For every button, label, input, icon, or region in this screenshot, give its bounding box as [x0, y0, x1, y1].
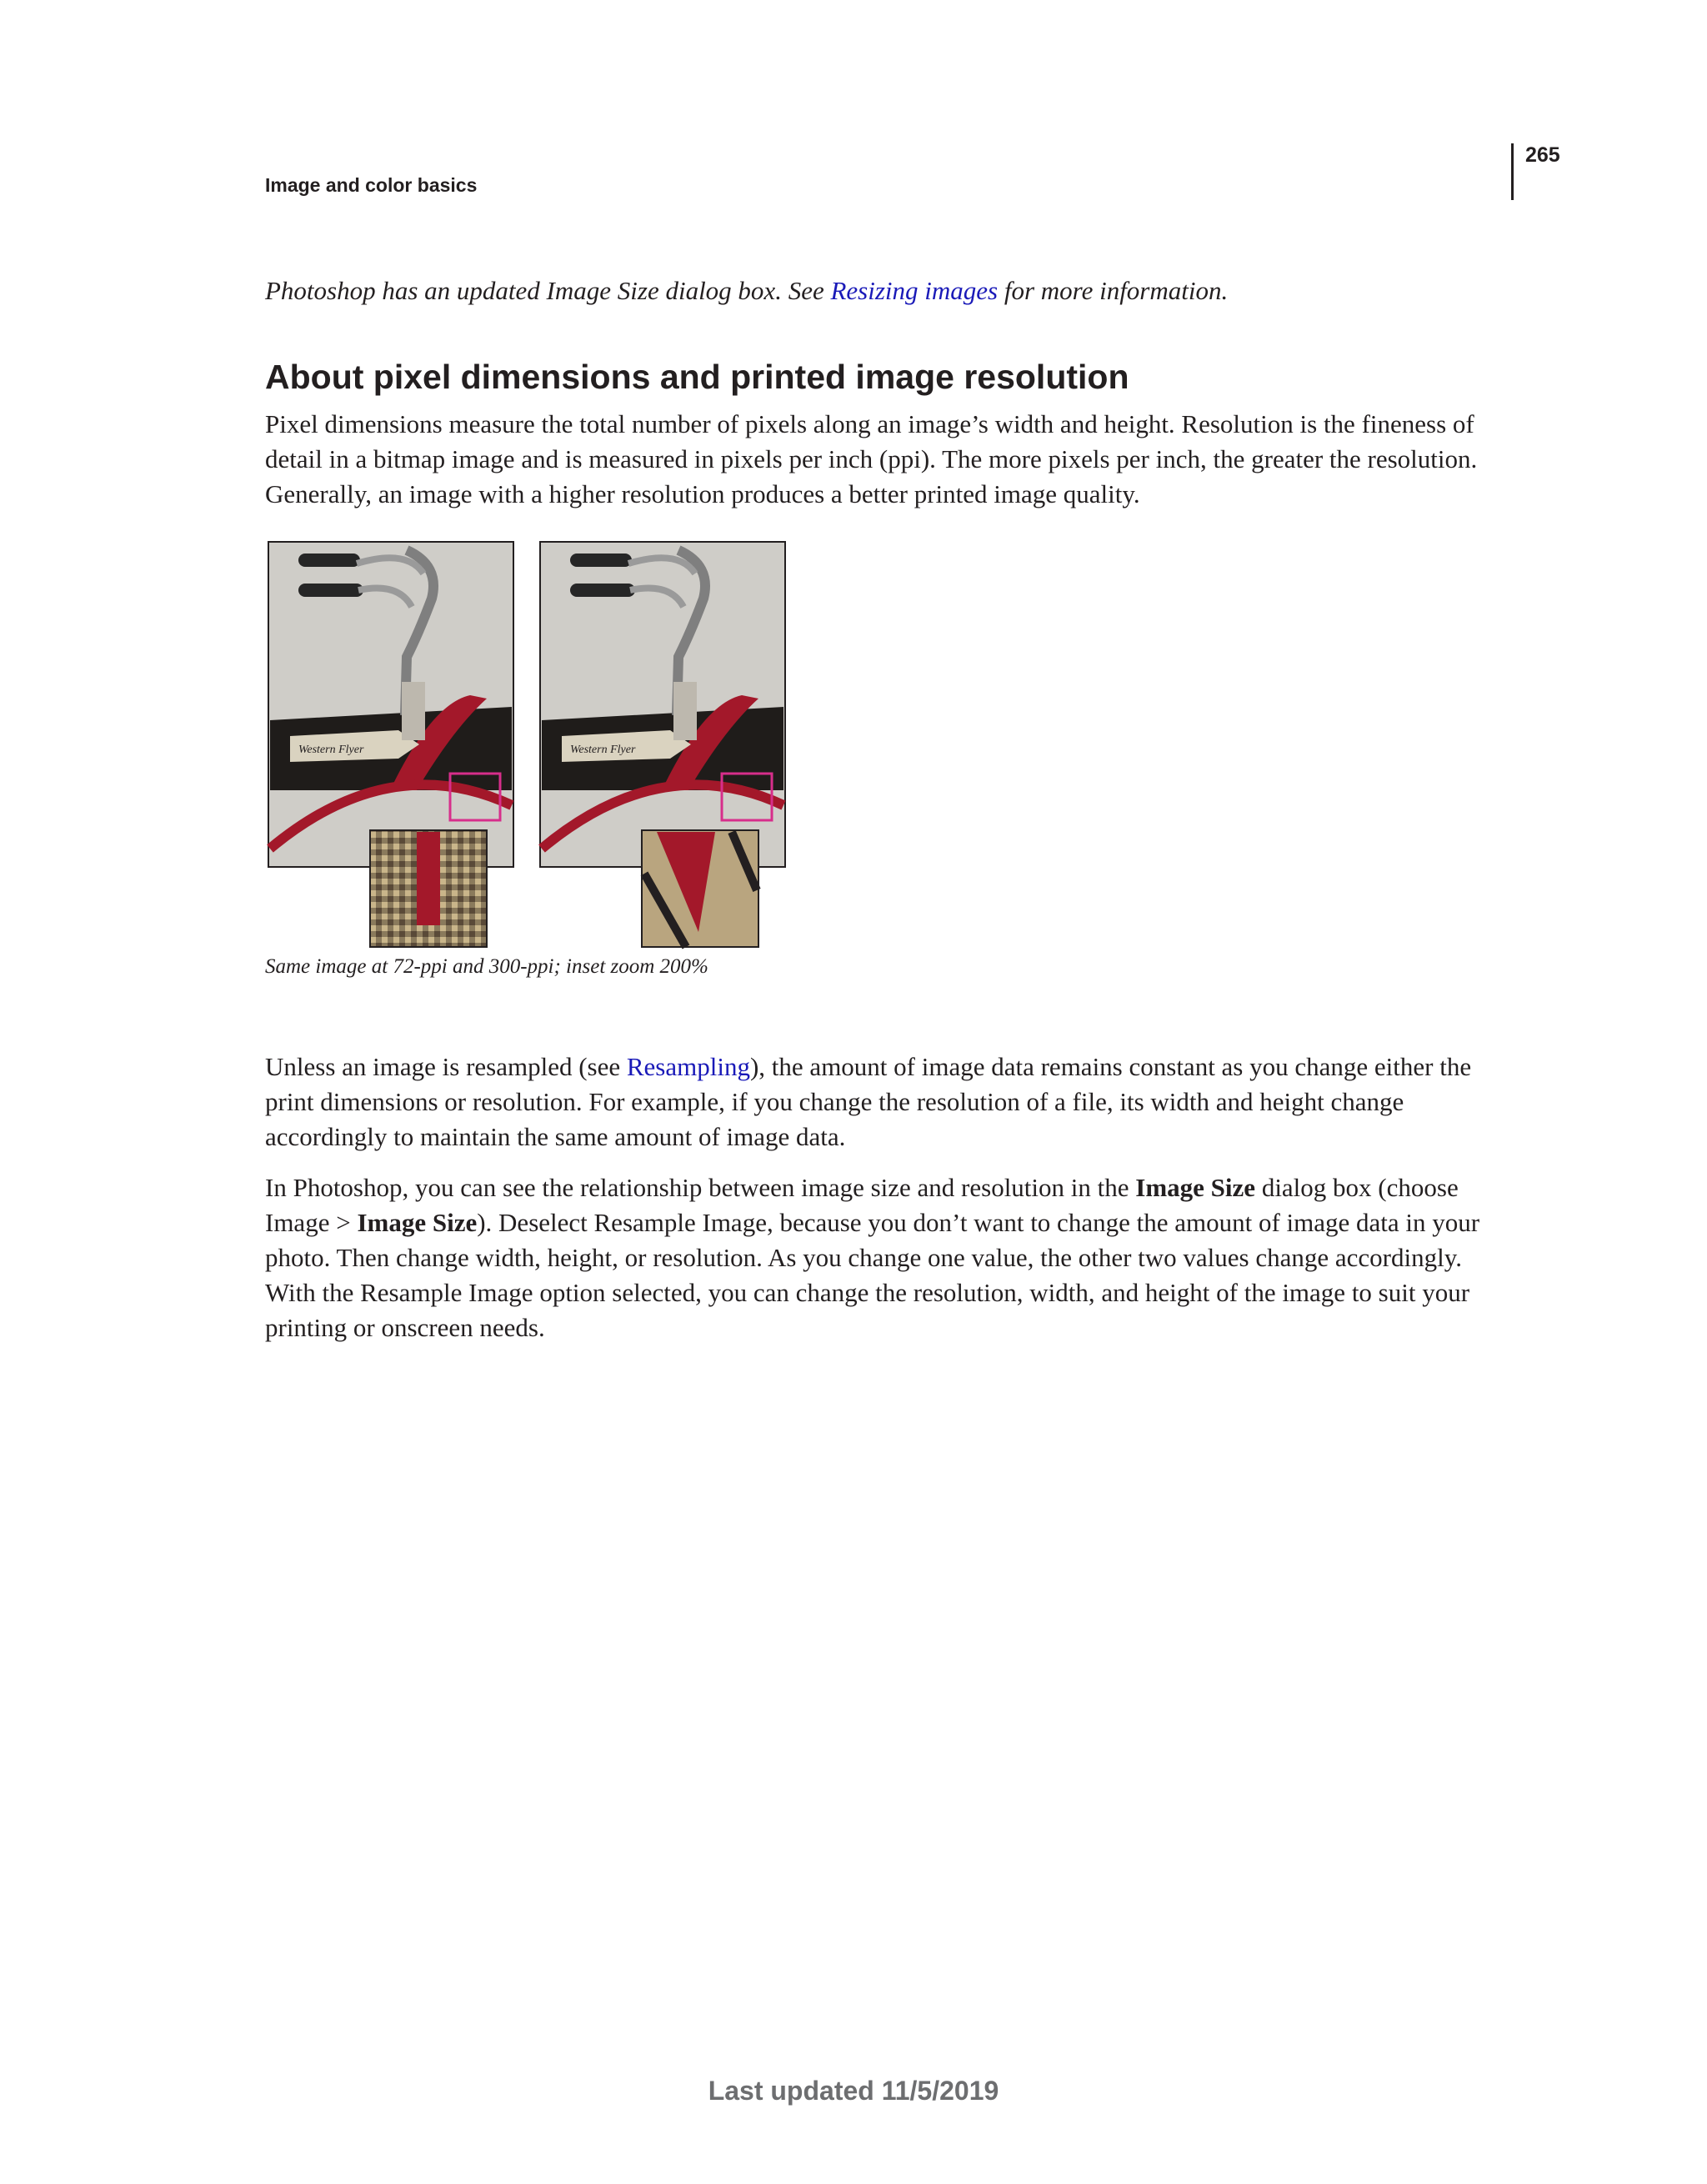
note-text: Photoshop has an updated Image Size dialog box. See [265, 276, 831, 305]
section-heading: About pixel dimensions and printed image resolution [265, 358, 1129, 396]
image-size-paragraph [265, 1170, 1507, 1345]
image-size-term: Image Size [1135, 1173, 1256, 1202]
running-head: Image and color basics [265, 174, 478, 196]
header-divider [1511, 143, 1514, 200]
badge-text-right: Western Flyer [570, 744, 636, 756]
paragraph-text: Unless an image is resampled (see [265, 1052, 627, 1081]
resampling-paragraph [265, 1049, 1507, 1155]
photo-72ppi [268, 542, 513, 947]
resolution-comparison-figure [265, 540, 798, 957]
paragraph-text-1: In Photoshop, you can see the relationship between image size and resolution in the [265, 1173, 1136, 1202]
page-number: 265 [1525, 143, 1560, 167]
badge-text-left: Western Flyer [298, 744, 364, 756]
update-note [265, 274, 1228, 308]
last-updated-footer: Last updated 11/5/2019 [708, 2076, 999, 2106]
paragraph-text-end: ), the amount of image data remains constant as you change either the print dimensions or resolution. For example, if you change the resolution of a file, its width and height change accordingly to maintain the same amount of image data. [265, 1052, 1472, 1151]
intro-paragraph: Pixel dimensions measure the total number of pixels along an image’s width and height. Resolution is the fineness of detail in a bitmap image and is measured in pixels per inch (ppi). The more pixels per inch, the greater the resolution. Generally, an image with a higher resolution produces a better printed image quality. [265, 409, 1478, 508]
photo-300ppi [540, 542, 785, 947]
paragraph-text-2: dialog box (choose Image > [265, 1173, 1459, 1237]
image-size-menu-term: Image Size [357, 1208, 478, 1237]
note-text-end: for more information. [998, 276, 1229, 305]
resampling-link[interactable]: Resampling [626, 1052, 750, 1081]
paragraph-text-3: ). Deselect Resample Image, because you don’t want to change the amount of image data in your photo. Then change width, height, or resolution. As you change one value, the other two values change accordingly. With the Resample Image option selected, you can change the resolution, width, and height of the image to suit your printing or onscreen needs. [265, 1208, 1480, 1342]
figure-caption: Same image at 72-ppi and 300-ppi; inset zoom 200% [265, 955, 708, 978]
resizing-images-link[interactable]: Resizing images [830, 276, 999, 305]
